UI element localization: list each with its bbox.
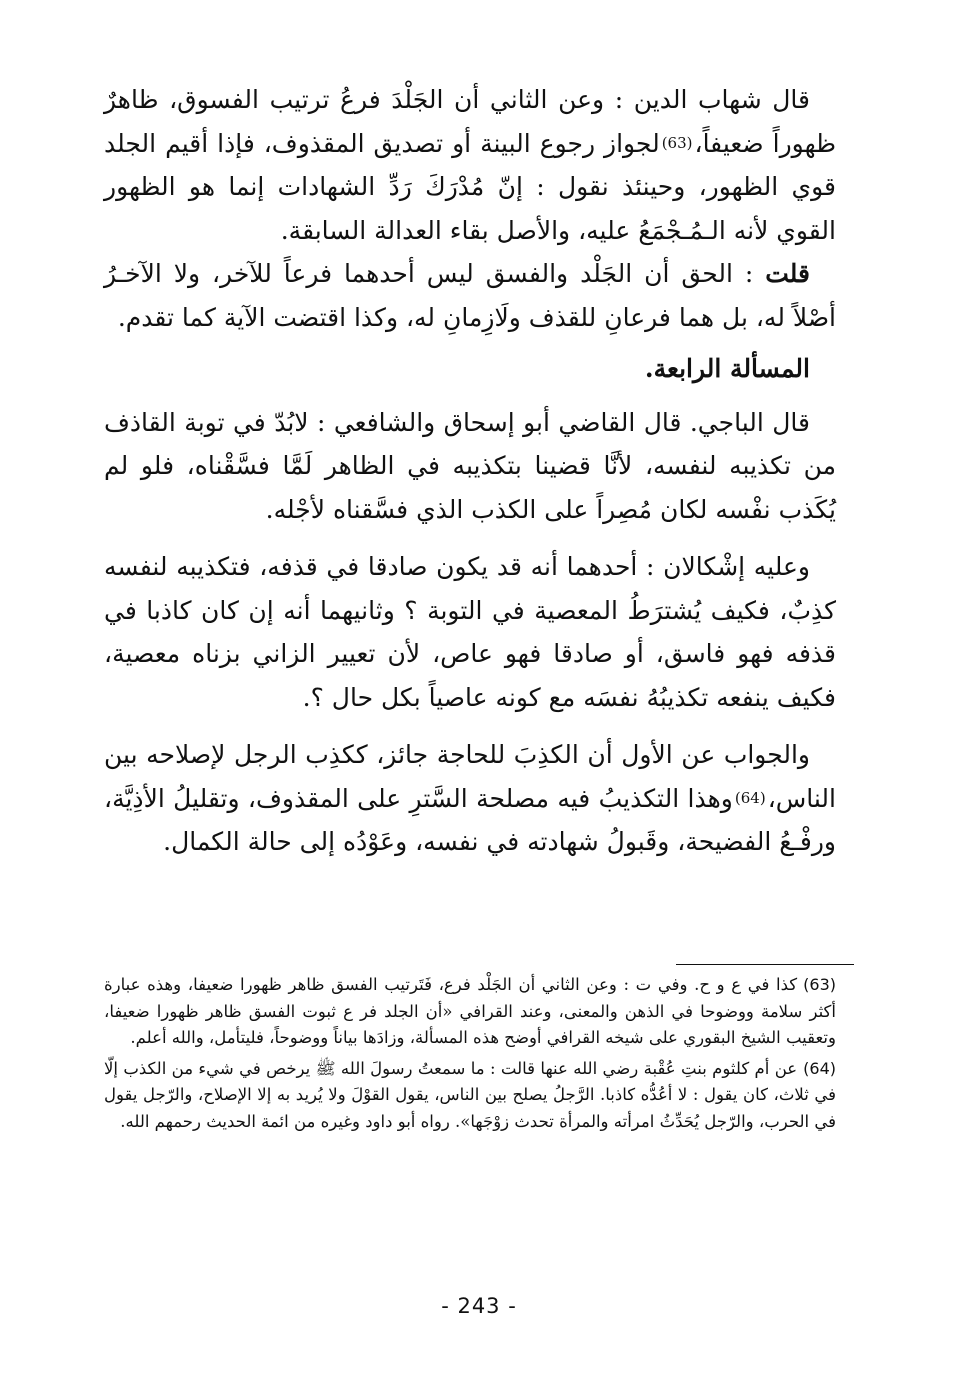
footnote-separator — [676, 964, 854, 965]
footnote-text: كذا في ع و ح. وفي ت : وعن الثاني أن الجَلْد فرع، فَتَرتيب الفسق ظاهر ظهورا ضعيفا، وهذه عبارة أكثر سلامة ووضوحا في الذهن والمعنى، وعند القرافي «أن الجلد فر ع ثبوت الفسق ظاهر ظهورا ضعيفا، وتعقيب الشيخ البقوري على شيخه القرافي أوضح هذه المسألة، وزادَها بياناً ووضوحاً، فليتأمل، والله أعلم. — [104, 975, 836, 1047]
footnote-63 — [104, 972, 836, 1052]
paragraph-1: قال شهاب الدين : وعن الثاني أن الجَلْدَ فرعُ ترتيب الفسوق، ظاهرٌ ظهوراً ضعيفاً،(63)لجواز رجوع البينة أو تصديق المقذوف، فإذا أقيم الجلد قوي الظهور، وحينئذ نقول : إنّ مُدْرَكَ رَدِّ الشهادات إنما هو الظهور القوي لأنه الـمُـجْمَعُ عليه، والأصل بقاء العدالة السابقة. — [104, 85, 836, 245]
footnote-64 — [104, 1056, 836, 1136]
main-text — [104, 78, 836, 864]
qult-label: قلت — [765, 259, 811, 288]
footnote-number: (63) — [803, 975, 836, 994]
footnotes — [104, 972, 836, 1139]
paragraph-2: قلت : الحق أن الجَلْد والفسق ليس أحدهما فرعاً للآخر، ولا الآخـرُ أصْلاً له، بل هما فرعانِ للقذف ولَازِمانِ له، وكذا اقتضت الآية كما تقدم. — [104, 259, 836, 332]
paragraph-4: وعليه إشْكالان : أحدهما أنه قد يكون صادقا في قذفه، فتكذيبه لنفسه كذِبٌ، فكيف يُشترَطُ المعصية في التوبة ؟ وثانيهما أنه إن كان كاذبا في قذفه فهو فاسق، أو صادقا فهو عاص، لأن تعيير الزاني بزناه معصية، فكيف ينفعه تكذيبُهُ نفسَه مع كونه عاصياً بكل حال ؟. — [104, 552, 836, 712]
footnote-number: (64) — [803, 1058, 836, 1078]
footnote-text: عن أم كلثوم بنتِ عُقْبة رضي الله عنها قالت : ما سمعتُ رسولَ الله ﷺ يرخص في شيء من الكذب إلّا في ثلاث، كان يقول : لا أعُدُّه كاذبا. الرَّجلُ يصلح بين الناس، يقول القوْلَ ولا يُريد به إلا الإصلاح، والرّجل يقول في الحرب، والرّجل يُحَدِّثُ امرأته والمرأة تحدث زوْجَها». رواه أبو داود وغيره من ائمة الحديث رحمهم الله. — [104, 1058, 836, 1131]
paragraph-3: قال الباجي. قال القاضي أبو إسحاق والشافعي : لابُدّ في توبة القاذف من تكذيبه لنفسه، لأنَّا قضينا بتكذيبه في الظاهر لَمَّا فسَّقْناه، فلو لم يُكَذب نفْسه لكان مُصِراً على الكذب الذي فسَّقناه لأجْله. — [104, 407, 836, 524]
footnote-ref-63[interactable]: (63) — [661, 133, 693, 152]
section-heading: المسألة الرابعة. — [644, 354, 810, 383]
paragraph-5: والجواب عن الأول أن الكذِبَ للحاجة جائز، ككذِب الرجل لإصلاحه بين الناس،(64)وهذا التكذيبُ فيه مصلحة السَّترِ على المقذوف، وتقليلُ الأذِيَّة، ورفْـعُ الفضيحة، وقَبولُ شهادته في نفسه، وعَوْدُه إلى حالة الكمال. — [104, 740, 836, 856]
page-number: - 243 - — [441, 1294, 517, 1318]
footnote-ref-64[interactable]: (64) — [734, 788, 766, 807]
